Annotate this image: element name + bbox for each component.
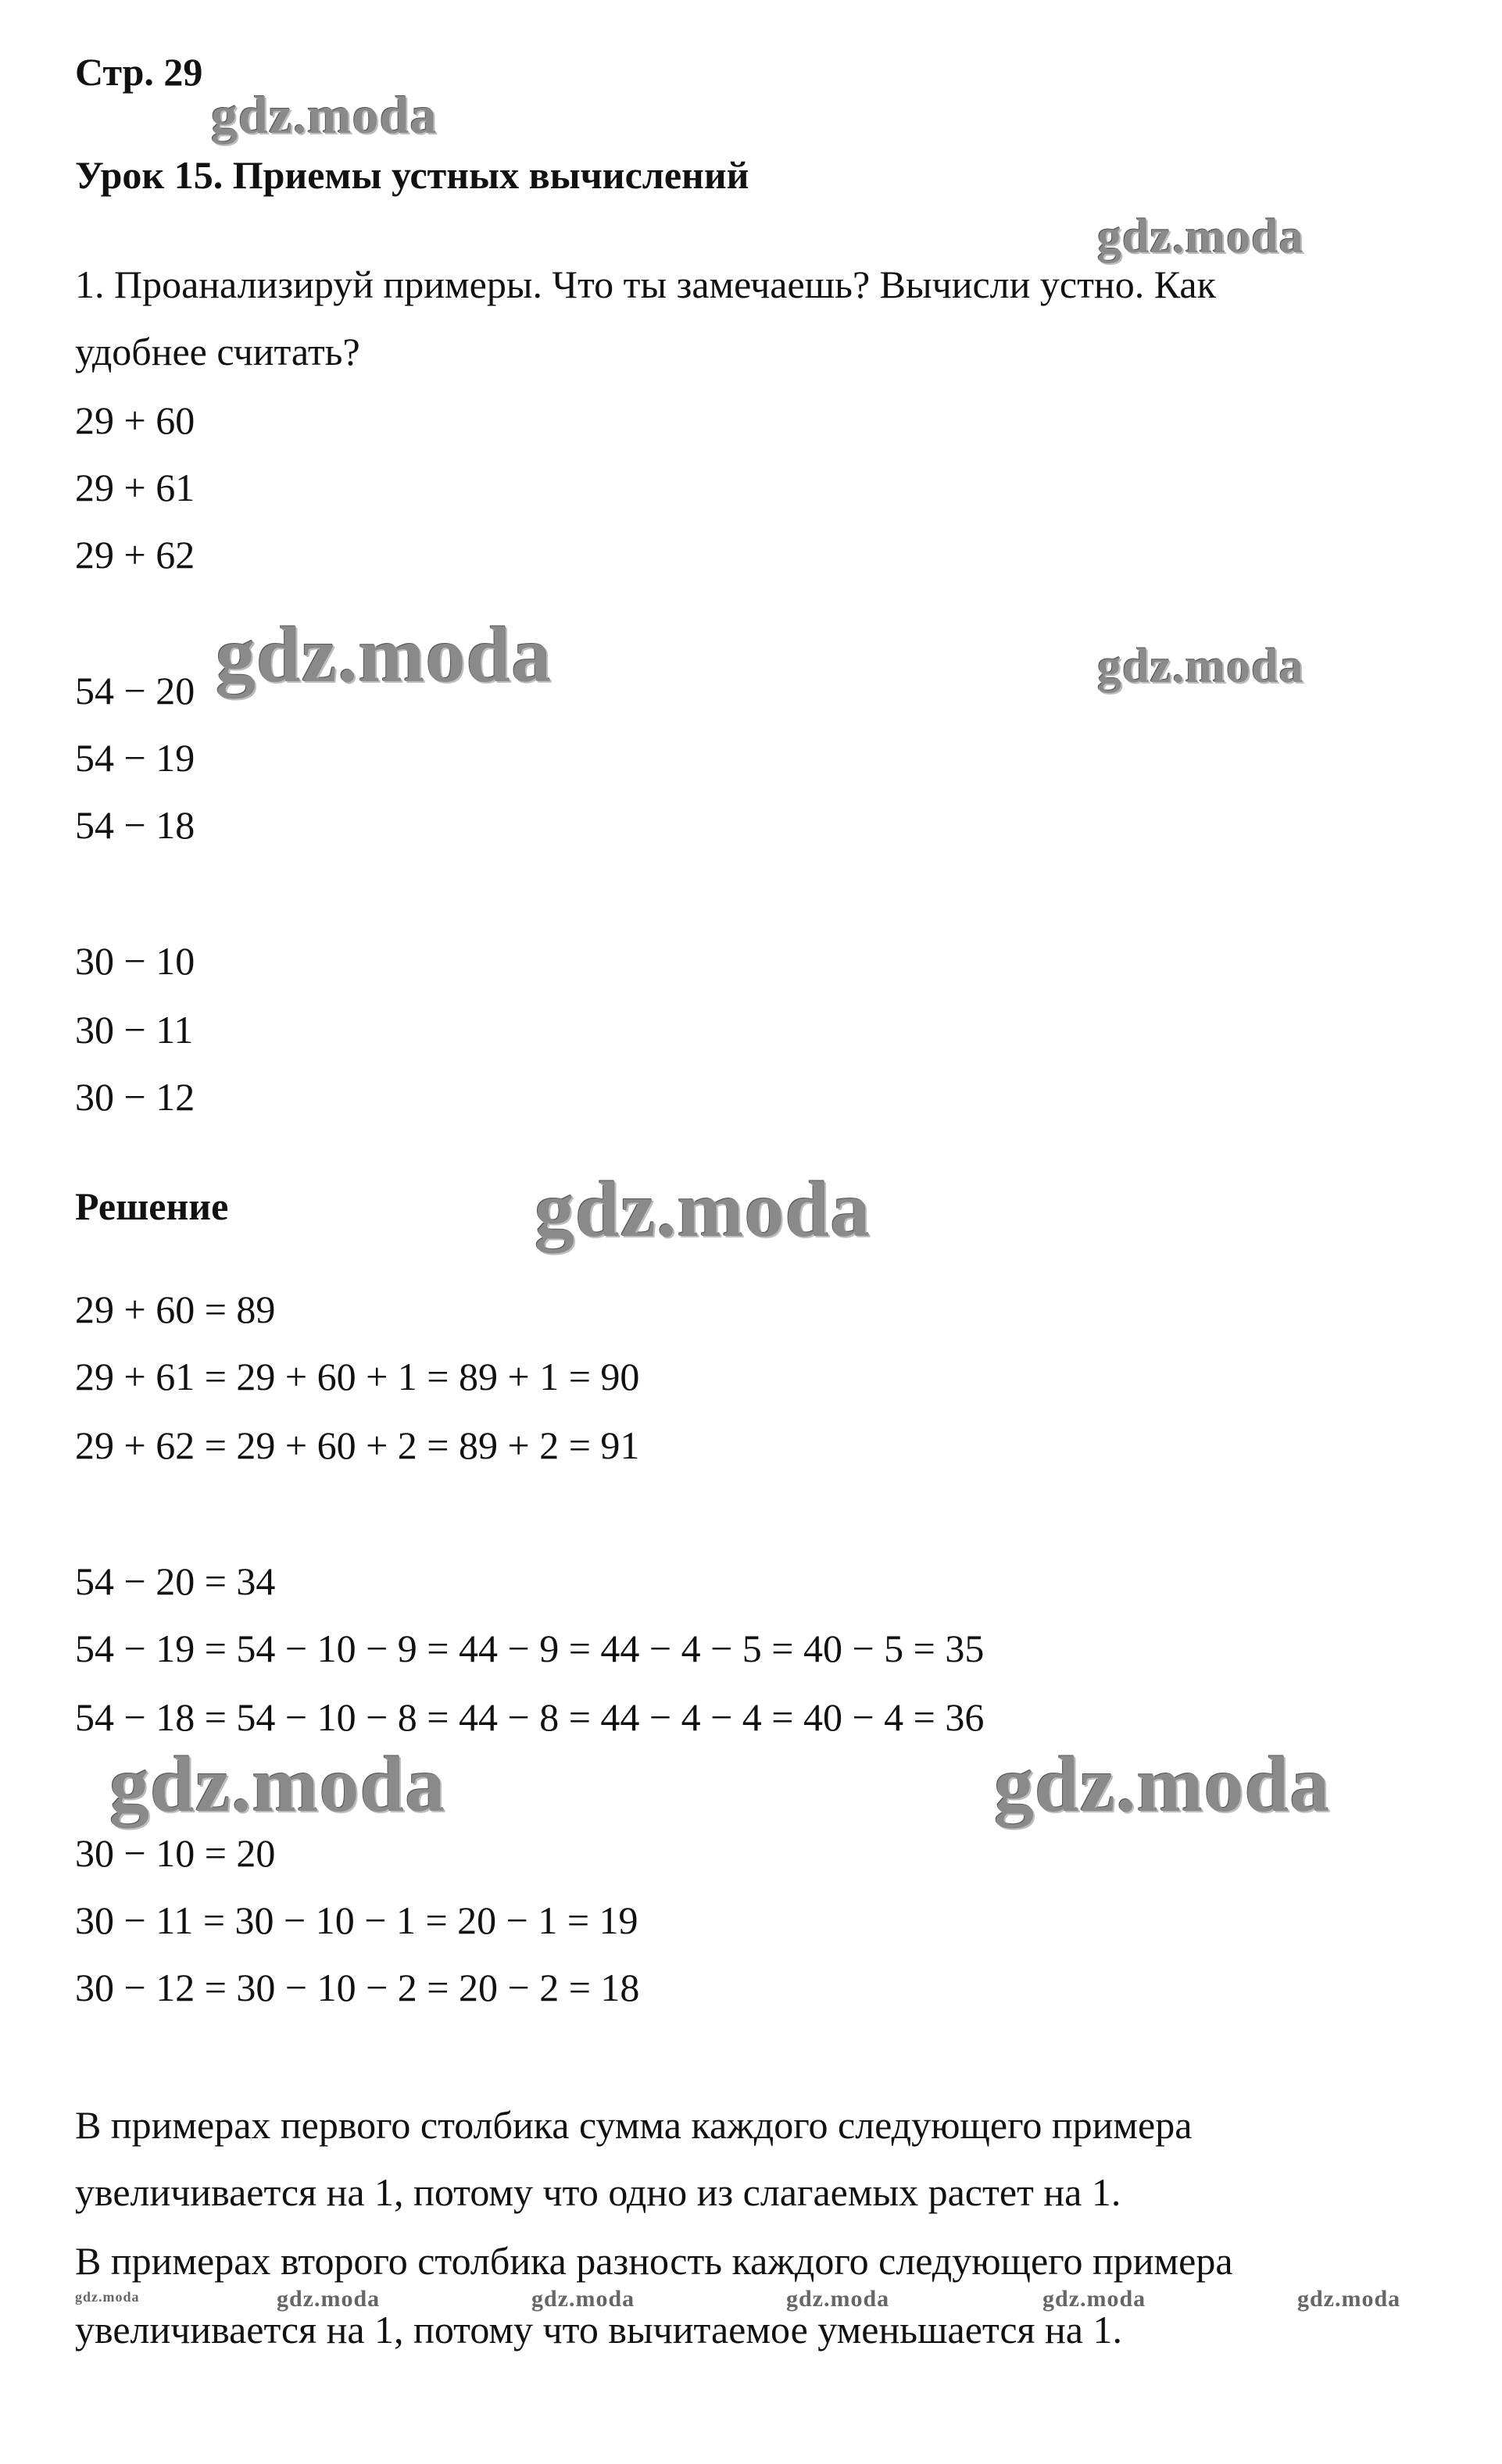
watermark: gdz.moda [535, 1166, 871, 1254]
watermark: gdz.moda [277, 2286, 381, 2312]
watermark: gdz.moda [1097, 640, 1304, 693]
task-example: 29 + 62 [75, 533, 195, 577]
solution-line: 54 − 20 = 34 [75, 1559, 276, 1603]
solution-line: 30 − 11 = 30 − 10 − 1 = 20 − 1 = 19 [75, 1898, 638, 1942]
task-example: 29 + 61 [75, 466, 195, 509]
solution-heading: Решение [75, 1184, 229, 1228]
watermark: gdz.moda [109, 1741, 446, 1829]
solution-line: 29 + 62 = 29 + 60 + 2 = 89 + 2 = 91 [75, 1423, 640, 1467]
lesson-title: Урок 15. Приемы устных вычислений [75, 153, 749, 197]
task-example: 54 − 19 [75, 736, 195, 780]
conclusion-line: увеличивается на 1, потому что вычитаемое уменьшается на 1. [75, 2308, 1122, 2352]
conclusion-line: увеличивается на 1, потому что одно из слагаемых растет на 1. [75, 2170, 1121, 2214]
watermark: gdz.moda [75, 2289, 140, 2305]
watermark: gdz.moda [531, 2286, 635, 2312]
watermark: gdz.moda [1297, 2286, 1401, 2312]
solution-line: 30 − 10 = 20 [75, 1831, 276, 1875]
solution-line: 29 + 60 = 89 [75, 1287, 276, 1331]
task-example: 30 − 10 [75, 939, 195, 983]
task-example: 30 − 12 [75, 1075, 195, 1119]
task-example: 54 − 18 [75, 803, 195, 847]
page-number: Стр. 29 [75, 50, 203, 94]
watermark: gdz.moda [211, 85, 438, 145]
conclusion-line: В примерах второго столбика разность каждого следующего примера [75, 2239, 1233, 2283]
watermark: gdz.moda [1042, 2286, 1146, 2312]
task-example: 54 − 20 [75, 669, 195, 712]
watermark: gdz.moda [216, 611, 553, 699]
task-text-line-1: 1. Проанализируй примеры. Что ты замечаешь? Вычисли устно. Как [75, 262, 1216, 306]
solution-line: 29 + 61 = 29 + 60 + 1 = 89 + 1 = 90 [75, 1355, 640, 1398]
solution-line: 30 − 12 = 30 − 10 − 2 = 20 − 2 = 18 [75, 1966, 640, 2009]
task-text-line-2: удобнее считать? [75, 330, 360, 373]
task-example: 30 − 11 [75, 1008, 194, 1052]
conclusion-line: В примерах первого столбика сумма каждого следующего примера [75, 2103, 1193, 2147]
solution-line: 54 − 18 = 54 − 10 − 8 = 44 − 8 = 44 − 4 − 4 = 40 − 4 = 36 [75, 1695, 985, 1739]
solution-line: 54 − 19 = 54 − 10 − 9 = 44 − 9 = 44 − 4 − 5 = 40 − 5 = 35 [75, 1627, 985, 1670]
watermark: gdz.moda [786, 2286, 890, 2312]
watermark: gdz.moda [1097, 210, 1304, 263]
task-example: 29 + 60 [75, 398, 195, 442]
watermark: gdz.moda [994, 1741, 1331, 1829]
